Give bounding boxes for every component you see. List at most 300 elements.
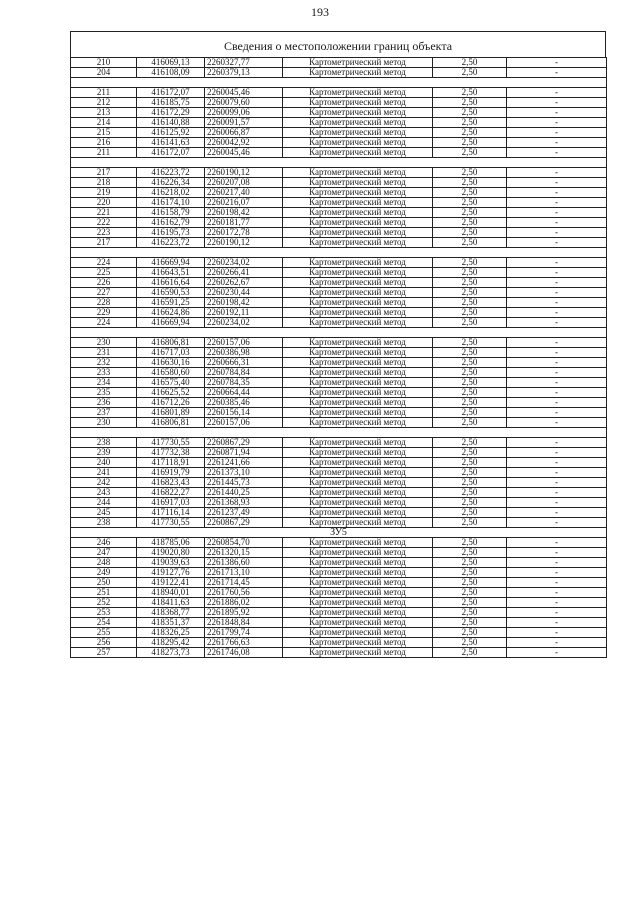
coordinate-y: 2260867,29 — [205, 438, 283, 448]
accuracy: 2,50 — [433, 198, 507, 208]
accuracy: 2,50 — [433, 368, 507, 378]
table-row — [71, 68, 607, 78]
coordinate-x: 416218,02 — [137, 188, 205, 198]
point-number: 242 — [71, 478, 137, 488]
accuracy: 2,50 — [433, 588, 507, 598]
note: - — [507, 318, 607, 328]
table-row — [71, 458, 607, 468]
point-number: 232 — [71, 358, 137, 368]
group-separator-row — [71, 248, 607, 258]
coordinate-x: 416625,52 — [137, 388, 205, 398]
table-row — [71, 598, 607, 608]
table-row — [71, 138, 607, 148]
coordinate-y: 2260784,35 — [205, 378, 283, 388]
coordinate-x: 416172,07 — [137, 148, 205, 158]
method: Картометрический метод — [283, 118, 433, 128]
table-row — [71, 508, 607, 518]
coordinate-y: 2261714,45 — [205, 578, 283, 588]
accuracy: 2,50 — [433, 448, 507, 458]
accuracy: 2,50 — [433, 568, 507, 578]
coordinate-y: 2261766,63 — [205, 638, 283, 648]
coordinate-y: 2260091,57 — [205, 118, 283, 128]
note: - — [507, 288, 607, 298]
accuracy: 2,50 — [433, 268, 507, 278]
table-row — [71, 618, 607, 628]
table-row — [71, 318, 607, 328]
point-number: 252 — [71, 598, 137, 608]
coordinate-y: 2260234,02 — [205, 258, 283, 268]
point-number: 241 — [71, 468, 137, 478]
note: - — [507, 198, 607, 208]
table-row — [71, 98, 607, 108]
note: - — [507, 88, 607, 98]
coordinate-x: 416195,73 — [137, 228, 205, 238]
method: Картометрический метод — [283, 408, 433, 418]
coordinate-x: 418351,37 — [137, 618, 205, 628]
coordinate-y: 2260157,06 — [205, 418, 283, 428]
page-number: 193 — [311, 5, 329, 19]
coordinate-x: 416669,94 — [137, 258, 205, 268]
point-number: 224 — [71, 318, 137, 328]
method: Картометрический метод — [283, 68, 433, 78]
coordinate-x: 416172,29 — [137, 108, 205, 118]
table-row — [71, 218, 607, 228]
accuracy: 2,50 — [433, 468, 507, 478]
coordinate-y: 2261760,56 — [205, 588, 283, 598]
note: - — [507, 178, 607, 188]
note: - — [507, 608, 607, 618]
accuracy: 2,50 — [433, 278, 507, 288]
note: - — [507, 588, 607, 598]
accuracy: 2,50 — [433, 418, 507, 428]
point-number: 210 — [71, 58, 137, 68]
table-row — [71, 58, 607, 68]
coordinate-y: 2260379,13 — [205, 68, 283, 78]
coordinate-x: 416717,03 — [137, 348, 205, 358]
method: Картометрический метод — [283, 98, 433, 108]
note: - — [507, 398, 607, 408]
table-row — [71, 358, 607, 368]
accuracy: 2,50 — [433, 498, 507, 508]
table-row — [71, 608, 607, 618]
coordinate-y: 2261746,08 — [205, 648, 283, 658]
method: Картометрический метод — [283, 148, 433, 158]
table-row — [71, 628, 607, 638]
coordinate-y: 2260854,70 — [205, 538, 283, 548]
accuracy: 2,50 — [433, 58, 507, 68]
coordinate-x: 418411,63 — [137, 598, 205, 608]
coordinate-x: 416624,86 — [137, 308, 205, 318]
accuracy: 2,50 — [433, 288, 507, 298]
accuracy: 2,50 — [433, 358, 507, 368]
table-row — [71, 178, 607, 188]
note: - — [507, 638, 607, 648]
method: Картометрический метод — [283, 228, 433, 238]
accuracy: 2,50 — [433, 318, 507, 328]
accuracy: 2,50 — [433, 618, 507, 628]
note: - — [507, 228, 607, 238]
note: - — [507, 188, 607, 198]
note: - — [507, 218, 607, 228]
group-separator — [71, 248, 607, 258]
coordinate-x: 416917,03 — [137, 498, 205, 508]
coordinate-y: 2260867,29 — [205, 518, 283, 528]
coordinate-y: 2260327,77 — [205, 58, 283, 68]
note: - — [507, 148, 607, 158]
method: Картометрический метод — [283, 178, 433, 188]
point-number: 215 — [71, 128, 137, 138]
coordinate-y: 2260157,06 — [205, 338, 283, 348]
coordinate-x: 416806,81 — [137, 338, 205, 348]
coordinate-y: 2260664,44 — [205, 388, 283, 398]
coordinate-y: 2260198,42 — [205, 298, 283, 308]
coordinate-y: 2261373,10 — [205, 468, 283, 478]
method: Картометрический метод — [283, 188, 433, 198]
coordinate-y: 2260045,46 — [205, 148, 283, 158]
coordinate-x: 418326,25 — [137, 628, 205, 638]
table-row — [71, 148, 607, 158]
accuracy: 2,50 — [433, 518, 507, 528]
point-number: 230 — [71, 418, 137, 428]
coordinate-x: 416580,60 — [137, 368, 205, 378]
group-separator — [71, 428, 607, 438]
group-label-row — [71, 528, 607, 538]
accuracy: 2,50 — [433, 628, 507, 638]
coordinate-y: 2260042,92 — [205, 138, 283, 148]
coordinate-y: 2260385,46 — [205, 398, 283, 408]
group-separator-row — [71, 328, 607, 338]
coordinate-x: 416140,88 — [137, 118, 205, 128]
accuracy: 2,50 — [433, 88, 507, 98]
accuracy: 2,50 — [433, 648, 507, 658]
table-row — [71, 288, 607, 298]
note: - — [507, 498, 607, 508]
point-number: 211 — [71, 88, 137, 98]
method: Картометрический метод — [283, 168, 433, 178]
point-number: 225 — [71, 268, 137, 278]
coordinate-y: 2261386,60 — [205, 558, 283, 568]
table-row — [71, 488, 607, 498]
table-row — [71, 128, 607, 138]
method: Картометрический метод — [283, 258, 433, 268]
point-number: 257 — [71, 648, 137, 658]
coordinate-x: 416158,79 — [137, 208, 205, 218]
point-number: 240 — [71, 458, 137, 468]
coordinate-x: 416069,13 — [137, 58, 205, 68]
accuracy: 2,50 — [433, 388, 507, 398]
point-number: 231 — [71, 348, 137, 358]
coordinate-x: 418785,06 — [137, 538, 205, 548]
coordinate-y: 2261241,66 — [205, 458, 283, 468]
table-row — [71, 168, 607, 178]
coordinate-x: 417730,55 — [137, 518, 205, 528]
note: - — [507, 518, 607, 528]
table-row — [71, 228, 607, 238]
note: - — [507, 68, 607, 78]
accuracy: 2,50 — [433, 558, 507, 568]
point-number: 249 — [71, 568, 137, 578]
method: Картометрический метод — [283, 218, 433, 228]
point-number: 248 — [71, 558, 137, 568]
method: Картометрический метод — [283, 418, 433, 428]
note: - — [507, 508, 607, 518]
coordinate-x: 416806,81 — [137, 418, 205, 428]
group-separator-row — [71, 158, 607, 168]
accuracy: 2,50 — [433, 298, 507, 308]
table-row — [71, 588, 607, 598]
coordinate-y: 2260198,42 — [205, 208, 283, 218]
group-separator — [71, 158, 607, 168]
coordinate-y: 2261320,15 — [205, 548, 283, 558]
note: - — [507, 278, 607, 288]
method: Картометрический метод — [283, 448, 433, 458]
coordinate-x: 419020,80 — [137, 548, 205, 558]
method: Картометрический метод — [283, 268, 433, 278]
method: Картометрический метод — [283, 578, 433, 588]
coordinate-x: 416823,43 — [137, 478, 205, 488]
coordinate-x: 416801,89 — [137, 408, 205, 418]
coordinate-x: 416822,27 — [137, 488, 205, 498]
coordinate-y: 2261848,84 — [205, 618, 283, 628]
coordinate-y: 2260784,84 — [205, 368, 283, 378]
point-number: 226 — [71, 278, 137, 288]
coordinate-y: 2260230,44 — [205, 288, 283, 298]
table-row — [71, 388, 607, 398]
note: - — [507, 408, 607, 418]
coordinate-x: 416226,34 — [137, 178, 205, 188]
note: - — [507, 458, 607, 468]
coordinate-y: 2260216,07 — [205, 198, 283, 208]
table-row — [71, 398, 607, 408]
point-number: 256 — [71, 638, 137, 648]
accuracy: 2,50 — [433, 128, 507, 138]
coordinate-x: 416125,92 — [137, 128, 205, 138]
method: Картометрический метод — [283, 108, 433, 118]
method: Картометрический метод — [283, 628, 433, 638]
coordinate-y: 2260190,12 — [205, 168, 283, 178]
coordinate-x: 416712,26 — [137, 398, 205, 408]
point-number: 218 — [71, 178, 137, 188]
method: Картометрический метод — [283, 58, 433, 68]
table-row — [71, 408, 607, 418]
point-number: 253 — [71, 608, 137, 618]
method: Картометрический метод — [283, 368, 433, 378]
point-number: 213 — [71, 108, 137, 118]
table-row — [71, 238, 607, 248]
accuracy: 2,50 — [433, 458, 507, 468]
coordinate-y: 2261368,93 — [205, 498, 283, 508]
coordinates-table — [70, 57, 607, 658]
accuracy: 2,50 — [433, 168, 507, 178]
note: - — [507, 108, 607, 118]
coordinate-y: 2260190,12 — [205, 238, 283, 248]
coordinate-x: 416223,72 — [137, 168, 205, 178]
coordinate-x: 419122,41 — [137, 578, 205, 588]
note: - — [507, 168, 607, 178]
table-row — [71, 418, 607, 428]
method: Картометрический метод — [283, 518, 433, 528]
accuracy: 2,50 — [433, 148, 507, 158]
point-number: 220 — [71, 198, 137, 208]
coordinate-x: 416669,94 — [137, 318, 205, 328]
accuracy: 2,50 — [433, 508, 507, 518]
method: Картометрический метод — [283, 638, 433, 648]
point-number: 243 — [71, 488, 137, 498]
table-row — [71, 548, 607, 558]
table-row — [71, 268, 607, 278]
accuracy: 2,50 — [433, 438, 507, 448]
coordinate-y: 2260234,02 — [205, 318, 283, 328]
table-row — [71, 578, 607, 588]
accuracy: 2,50 — [433, 98, 507, 108]
coordinate-x: 416590,53 — [137, 288, 205, 298]
method: Картометрический метод — [283, 378, 433, 388]
note: - — [507, 368, 607, 378]
coordinate-y: 2260172,78 — [205, 228, 283, 238]
method: Картометрический метод — [283, 138, 433, 148]
method: Картометрический метод — [283, 88, 433, 98]
group-separator — [71, 78, 607, 88]
table-row — [71, 638, 607, 648]
method: Картометрический метод — [283, 608, 433, 618]
note: - — [507, 238, 607, 248]
point-number: 254 — [71, 618, 137, 628]
coordinate-y: 2260192,11 — [205, 308, 283, 318]
note: - — [507, 208, 607, 218]
point-number: 229 — [71, 308, 137, 318]
point-number: 244 — [71, 498, 137, 508]
accuracy: 2,50 — [433, 548, 507, 558]
method: Картометрический метод — [283, 598, 433, 608]
method: Картометрический метод — [283, 648, 433, 658]
table-row — [71, 258, 607, 268]
accuracy: 2,50 — [433, 188, 507, 198]
coordinate-x: 416630,16 — [137, 358, 205, 368]
method: Картометрический метод — [283, 238, 433, 248]
coordinate-y: 2260666,31 — [205, 358, 283, 368]
coordinate-x: 418295,42 — [137, 638, 205, 648]
table-row — [71, 88, 607, 98]
method: Картометрический метод — [283, 208, 433, 218]
note: - — [507, 478, 607, 488]
coordinate-x: 416185,75 — [137, 98, 205, 108]
coordinate-y: 2260266,41 — [205, 268, 283, 278]
coordinate-x: 416172,07 — [137, 88, 205, 98]
accuracy: 2,50 — [433, 478, 507, 488]
note: - — [507, 308, 607, 318]
point-number: 233 — [71, 368, 137, 378]
point-number: 211 — [71, 148, 137, 158]
method: Картометрический метод — [283, 288, 433, 298]
accuracy: 2,50 — [433, 208, 507, 218]
coordinate-y: 2260079,60 — [205, 98, 283, 108]
table-row — [71, 568, 607, 578]
accuracy: 2,50 — [433, 228, 507, 238]
point-number: 227 — [71, 288, 137, 298]
point-number: 214 — [71, 118, 137, 128]
point-number: 234 — [71, 378, 137, 388]
table-row — [71, 438, 607, 448]
coordinates-table-body — [71, 58, 607, 658]
coordinate-y: 2261713,10 — [205, 568, 283, 578]
coordinate-y: 2260386,98 — [205, 348, 283, 358]
group-separator-row — [71, 428, 607, 438]
coordinate-x: 418368,77 — [137, 608, 205, 618]
method: Картометрический метод — [283, 468, 433, 478]
point-number: 230 — [71, 338, 137, 348]
point-number: 245 — [71, 508, 137, 518]
point-number: 236 — [71, 398, 137, 408]
table-row — [71, 468, 607, 478]
point-number: 251 — [71, 588, 137, 598]
accuracy: 2,50 — [433, 178, 507, 188]
coordinate-x: 419127,76 — [137, 568, 205, 578]
note: - — [507, 558, 607, 568]
table-row — [71, 298, 607, 308]
table-row — [71, 538, 607, 548]
note: - — [507, 628, 607, 638]
method: Картометрический метод — [283, 338, 433, 348]
coordinate-y: 2261440,25 — [205, 488, 283, 498]
point-number: 216 — [71, 138, 137, 148]
note: - — [507, 138, 607, 148]
point-number: 219 — [71, 188, 137, 198]
table-row — [71, 518, 607, 528]
accuracy: 2,50 — [433, 108, 507, 118]
coordinate-x: 416643,51 — [137, 268, 205, 278]
point-number: 246 — [71, 538, 137, 548]
method: Картометрический метод — [283, 348, 433, 358]
point-number: 228 — [71, 298, 137, 308]
accuracy: 2,50 — [433, 488, 507, 498]
note: - — [507, 348, 607, 358]
note: - — [507, 338, 607, 348]
note: - — [507, 298, 607, 308]
method: Картометрический метод — [283, 458, 433, 468]
note: - — [507, 358, 607, 368]
method: Картометрический метод — [283, 438, 433, 448]
method: Картометрический метод — [283, 388, 433, 398]
coordinate-x: 416223,72 — [137, 238, 205, 248]
note: - — [507, 448, 607, 458]
note: - — [507, 258, 607, 268]
coordinate-x: 416174,10 — [137, 198, 205, 208]
coordinate-x: 419039,63 — [137, 558, 205, 568]
table-row — [71, 478, 607, 488]
accuracy: 2,50 — [433, 238, 507, 248]
accuracy: 2,50 — [433, 308, 507, 318]
note: - — [507, 268, 607, 278]
coordinate-y: 2260217,40 — [205, 188, 283, 198]
note: - — [507, 468, 607, 478]
accuracy: 2,50 — [433, 218, 507, 228]
accuracy: 2,50 — [433, 378, 507, 388]
table-row — [71, 558, 607, 568]
accuracy: 2,50 — [433, 608, 507, 618]
table-row — [71, 208, 607, 218]
note: - — [507, 598, 607, 608]
accuracy: 2,50 — [433, 348, 507, 358]
coordinate-y: 2260871,94 — [205, 448, 283, 458]
accuracy: 2,50 — [433, 578, 507, 588]
coordinate-x: 417116,14 — [137, 508, 205, 518]
note: - — [507, 58, 607, 68]
method: Картометрический метод — [283, 318, 433, 328]
coordinate-x: 417732,38 — [137, 448, 205, 458]
note: - — [507, 378, 607, 388]
table-row — [71, 338, 607, 348]
accuracy: 2,50 — [433, 538, 507, 548]
